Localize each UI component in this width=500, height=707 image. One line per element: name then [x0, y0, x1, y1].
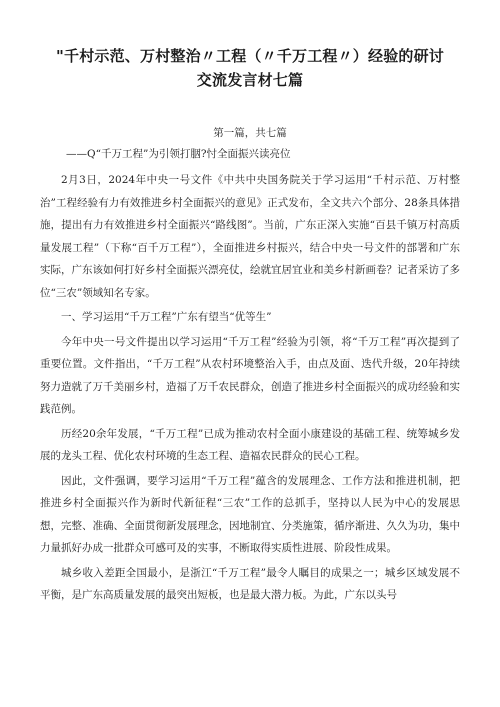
paragraph-4: 因此，文件强调，要学习运用“千万工程”蕴含的发展理念、工作方法和推进机制，把推进乡村全面振兴作为新时代新征程“三农”工作的总抓手，坚持以人民为中心的发展思想，完整、准确、全面贯彻新发展理念，因地制宜、分类施策，循序渐进、久久为功，集中力量抓好办成一批群众可感可及的实事，不断取得实质性进展、阶段性成果。 — [40, 474, 460, 554]
document-title-line-2: 交流发言材七篇 — [196, 71, 304, 89]
document-title-line-1: "千村示范、万村整治〃工程（〃千万工程〃）经验的研讨 — [55, 47, 445, 65]
article-subtitle: ——Q“千万工程”为引领打胭?忖全面振兴读亮位 — [66, 148, 291, 160]
paragraph-3: 历经20余年发展，“千万工程”已成为推动农村全面小康建设的基础工程、统筹城乡发展的龙头工程、优化农村环境的生态工程、造福农民群众的民心工程。 — [40, 427, 460, 462]
paragraph-heading-1: 一、学习运用“千万工程”广东有望当“优等生” — [61, 311, 272, 323]
document-title — [40, 44, 460, 92]
paragraph-intro: 2月3日，2024年中央一号文件《中共中央国务院关于学习运用“千村示范、万村整治”工程经验有力有效推进乡村全面振兴的意见》正式发布，全文共六个部分、28条具体措施，提出有力有效推进乡村全面振兴“路线图”。当前，广东正深入实施“百县千镇万村高质量发展工程”（下称“百千万工程”），全面推进乡村振兴，结合中央一号文件的部署和广东实际，广东该如何打好乡村全面振兴漂亮仗，绘就宜居宜业和美乡村新画卷？记者采访了多位“三农”领域知名专家。 — [40, 174, 460, 299]
paragraph-2: 今年中央一号文件提出以学习运用“千万工程”经验为引领，将“千万工程”再次提到了重要位置。文件指出，“千万工程”从农村环境整治入手，由点及面、迭代升级，20年持续努力造就了万千美丽乡村，造福了万千农民群众，创造了推进乡村全面振兴的成功经验和实践范例。 — [40, 335, 460, 415]
paragraph-5: 城乡收入差距全国最小，是浙江“千万工程”最令人瞩目的成果之一；城乡区域发展不平衡，是广东高质量发展的最突出短板，也是最大潜力板。为此，广东以头号 — [40, 566, 460, 601]
section-heading: 第一篇，共七篇 — [213, 127, 287, 139]
